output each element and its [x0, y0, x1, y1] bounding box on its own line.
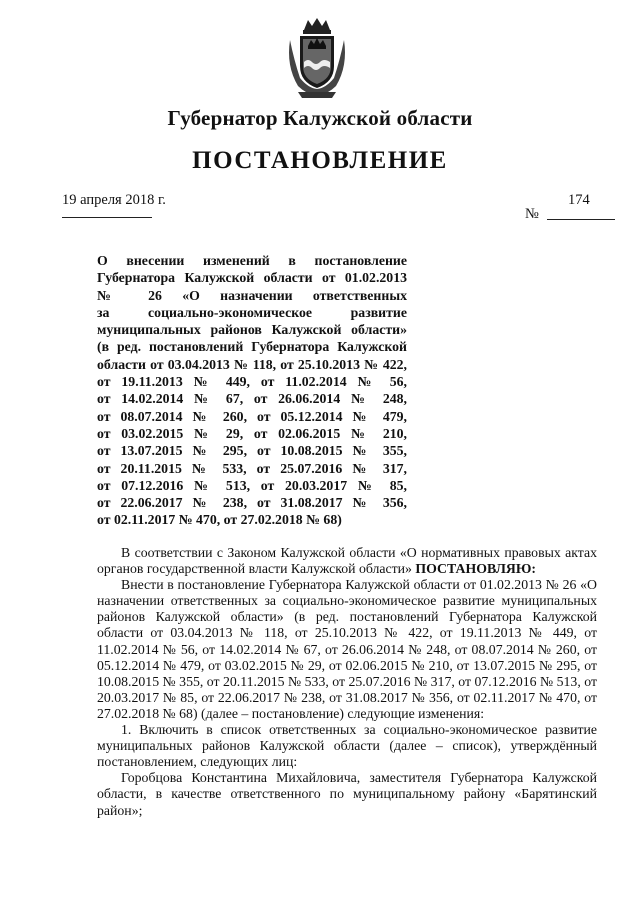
subject-line: (в ред. постановлений Губернатора Калужской: [97, 339, 407, 355]
body-paragraph: Внести в постановление Губернатора Калужской области от 01.02.2013 № 26 «О назначении ответственных за социально-экономическое развитие муниципальных районов Калужской области» (в ред. постановлений Губернатора Калужской области от 03.04.2013 № 118, от 25.10.2013 № 422, от 19.11.2013 № 449, от 11.02.2014 № 56, от 14.02.2014 № 67, от 26.06.2014 № 248, от 08.07.2014 № 260, от 05.12.2014 № 479, от 03.02.2015 № 29, от 02.06.2015 № 210, от 13.07.2015 № 295, от 10.08.2015 № 355, от 20.11.2015 № 533, от 25.07.2016 № 317, от 07.12.2016 № 513, от 20.03.2017 № 85, от 22.06.2017 № 238, от 31.08.2017 № 356, от 02.11.2017 № 470, от 27.02.2018 № 68) (далее – постановление) следующие изменения:: [97, 577, 597, 721]
body-paragraph: [97, 545, 597, 577]
subject-line: О внесении изменений в постановление: [97, 253, 407, 268]
subject-line: области от 03.04.2013 № 118, от 25.10.2013 № 422,: [97, 356, 407, 372]
subject-line: муниципальных районов Калужской области»: [97, 322, 407, 338]
subject-line: от 19.11.2013 № 449, от 11.02.2014 № 56,: [97, 374, 407, 390]
document-type-heading: ПОСТАНОВЛЕНИЕ: [192, 147, 448, 174]
subject-line: от 14.02.2014 № 67, от 26.06.2014 № 248,: [97, 391, 407, 407]
body-paragraph: Горобцова Константина Михайловича, заместителя Губернатора Калужской области, в качестве ответственного по муниципальному району «Барятинский район»;: [97, 770, 597, 818]
subject-line: от 02.11.2017 № 470, от 27.02.2018 № 68): [97, 512, 342, 528]
document-number: 174: [568, 192, 590, 208]
subject-line: № 26 «О назначении ответственных: [97, 287, 407, 303]
number-sign: №: [525, 206, 539, 222]
subject-line: от 13.07.2015 № 295, от 10.08.2015 № 355,: [97, 443, 407, 459]
document-date: 19 апреля 2018 г.: [62, 192, 166, 208]
subject-line: от 07.12.2016 № 513, от 20.03.2017 № 85,: [97, 477, 407, 493]
resolution-keyword: ПОСТАНОВЛЯЮ:: [415, 561, 537, 577]
issuer-title: Губернатор Калужской области: [167, 106, 473, 130]
subject-line: от 08.07.2014 № 260, от 05.12.2014 № 479,: [97, 408, 407, 424]
subject-line: за социально-экономическое развитие: [97, 304, 407, 320]
body-paragraph: 1. Включить в список ответственных за социально-экономическое развитие муниципальных районов Калужской области (далее – список), утверждённый постановлением, следующих лиц:: [97, 722, 597, 770]
date-underline: [62, 217, 152, 218]
number-underline: [547, 219, 615, 220]
subject-line: от 20.11.2015 № 533, от 25.07.2016 № 317,: [97, 460, 407, 476]
preamble-text: В соответствии с Законом Калужской области «О нормативных правовых актах органов государственной власти Калужской области»: [97, 545, 597, 577]
coat-of-arms-emblem: [284, 16, 350, 100]
document-body: [97, 545, 597, 819]
document-subject: [97, 252, 407, 529]
subject-line: Губернатора Калужской области от 01.02.2013: [97, 270, 407, 286]
subject-line: от 03.02.2015 № 29, от 02.06.2015 № 210,: [97, 425, 407, 441]
subject-line: от 22.06.2017 № 238, от 31.08.2017 № 356,: [97, 495, 407, 511]
